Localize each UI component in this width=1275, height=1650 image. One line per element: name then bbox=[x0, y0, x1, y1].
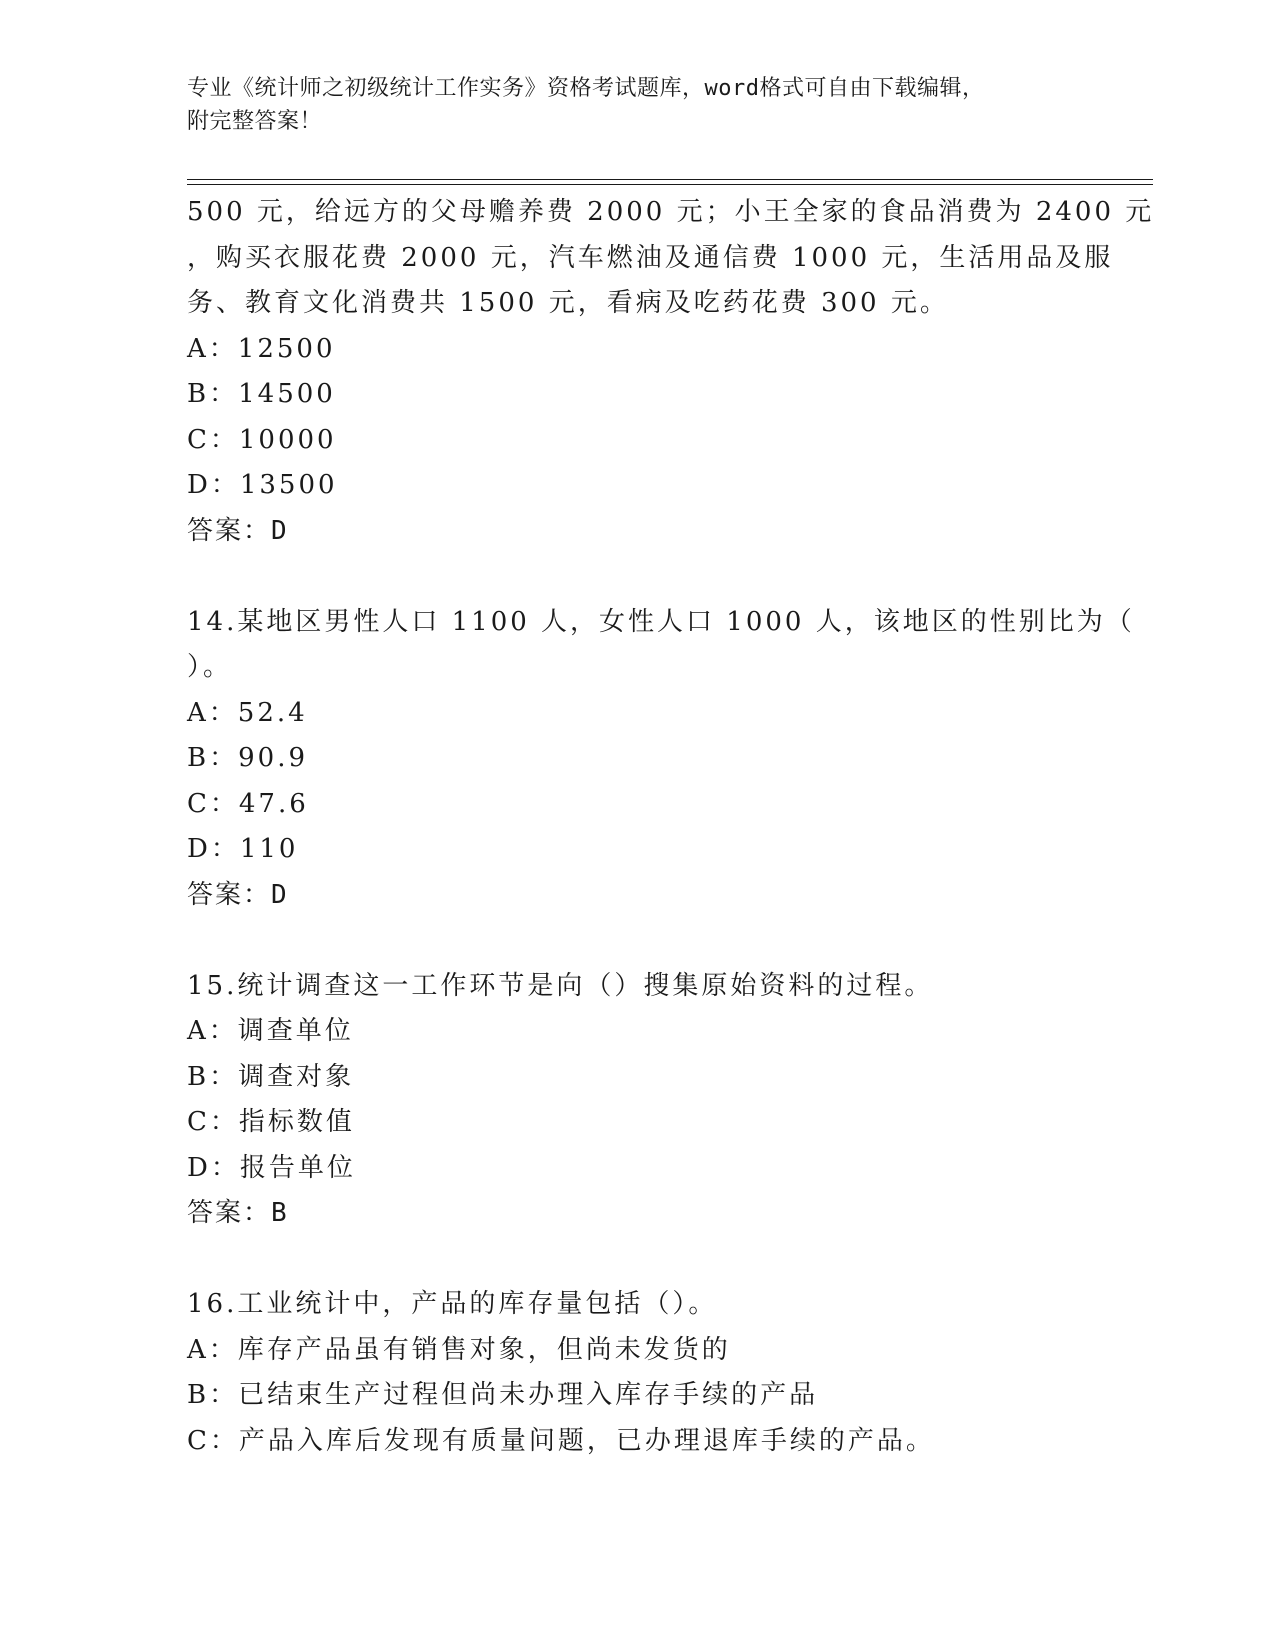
option-d: D：110 bbox=[187, 834, 299, 864]
question-stem-line: 16.工业统计中，产品的库存量包括（）。 bbox=[187, 1289, 718, 1319]
answer-line: 答案：D bbox=[187, 515, 289, 546]
header-divider-bottom bbox=[187, 184, 1153, 185]
option-a: A：12500 bbox=[187, 333, 336, 364]
option-a: A：库存产品虽有销售对象，但尚未发货的 bbox=[187, 1334, 731, 1365]
answer-line: 答案：B bbox=[187, 1198, 289, 1228]
option-b: B：14500 bbox=[187, 379, 336, 409]
question-stem-line: 15.统计调查这一工作环节是向（）搜集原始资料的过程。 bbox=[187, 970, 934, 1001]
spacer bbox=[187, 1237, 1087, 1283]
option-b: B：90.9 bbox=[187, 743, 308, 773]
option-b: B：已结束生产过程但尚未办理入库存手续的产品 bbox=[187, 1380, 819, 1410]
option-c: C：47.6 bbox=[187, 788, 309, 819]
option-a: A：调查单位 bbox=[187, 1016, 354, 1046]
question-14 bbox=[187, 600, 1135, 919]
question-stem-line: ，购买衣服花费 2000 元，汽车燃油及通信费 1000 元，生活用品及服 bbox=[187, 242, 1114, 273]
option-c: C：产品入库后发现有质量问题，已办理退库手续的产品。 bbox=[187, 1425, 935, 1456]
option-b: B：调查对象 bbox=[187, 1061, 355, 1092]
document-body bbox=[187, 190, 1155, 1464]
document-header bbox=[187, 72, 1067, 138]
spacer bbox=[187, 554, 1087, 600]
header-line-1: 专业《统计师之初级统计工作实务》资格考试题库，word格式可自由下载编辑， bbox=[187, 76, 985, 101]
option-d: D：报告单位 bbox=[187, 1152, 356, 1183]
question-16 bbox=[187, 1282, 1087, 1464]
option-c: C：10000 bbox=[187, 424, 337, 455]
spacer bbox=[187, 918, 1087, 964]
question-15 bbox=[187, 964, 1087, 1237]
header-line-2: 附完整答案！ bbox=[187, 109, 323, 134]
option-a: A：52.4 bbox=[187, 697, 308, 728]
answer-line: 答案：D bbox=[187, 879, 289, 910]
question-stem-line: 500 元，给远方的父母赡养费 2000 元；小王全家的食品消费为 2400 元 bbox=[187, 197, 1155, 227]
question-13-continuation bbox=[187, 190, 1155, 554]
header-divider-top bbox=[187, 179, 1153, 180]
question-stem-line: 务、教育文化消费共 1500 元，看病及吃药花费 300 元。 bbox=[187, 288, 949, 318]
option-d: D：13500 bbox=[187, 470, 338, 500]
question-stem-line: ）。 bbox=[187, 652, 233, 682]
question-stem-line: 14.某地区男性人口 1100 人，女性人口 1000 人，该地区的性别比为（ bbox=[187, 606, 1135, 637]
option-c: C：指标数值 bbox=[187, 1107, 355, 1137]
